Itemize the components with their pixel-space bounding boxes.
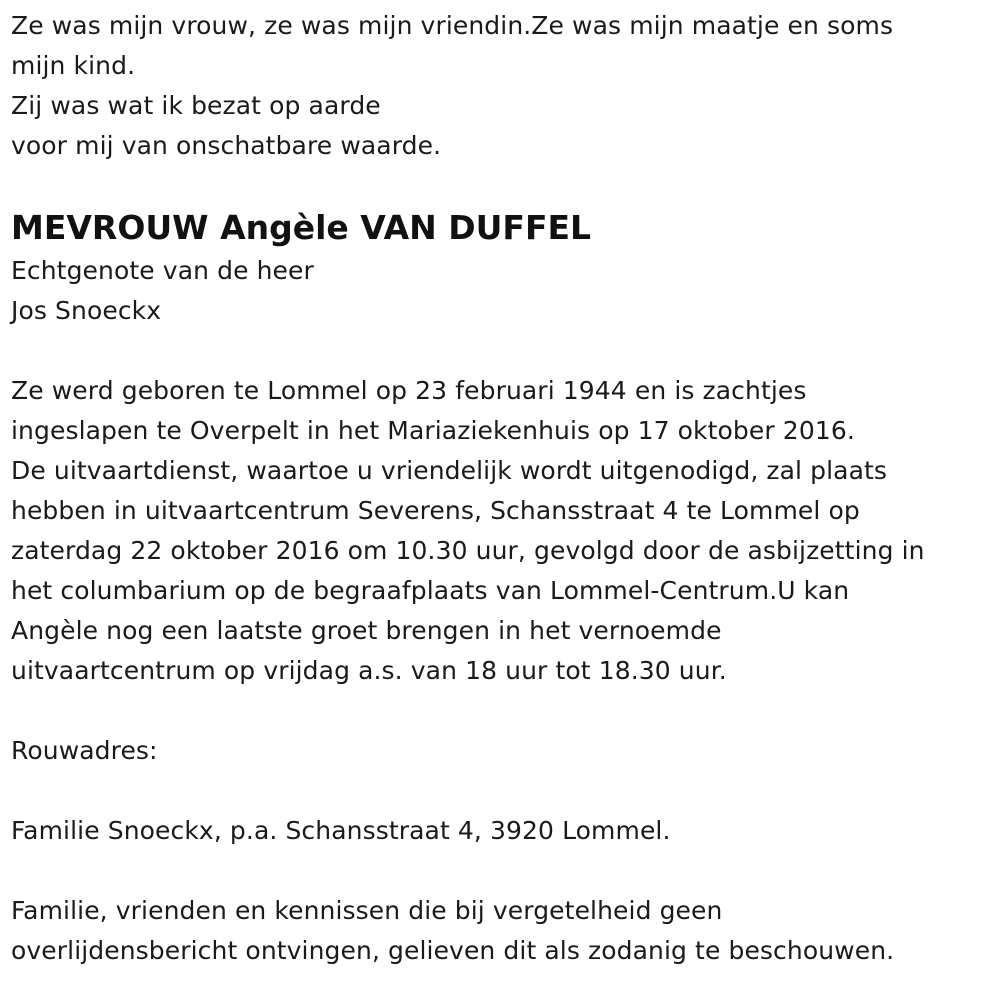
announcement-paragraph: [11, 371, 986, 691]
obituary-notice: [11, 6, 986, 971]
announcement-line: uitvaartcentrum op vrijdag a.s. van 18 uur tot 18.30 uur.: [11, 656, 727, 685]
announcement-line: ingeslapen te Overpelt in het Mariaziekenhuis op 17 oktober 2016.: [11, 416, 855, 445]
poem-line: voor mij van onschatbare waarde.: [11, 131, 442, 160]
announcement-line: Angèle nog een laatste groet brengen in het vernoemde: [11, 616, 722, 645]
announcement-line: Ze werd geboren te Lommel op 23 februari 1944 en is zachtjes: [11, 376, 807, 405]
spouse-info: [11, 251, 986, 331]
spouse-line: Jos Snoeckx: [11, 296, 162, 325]
poem: [11, 6, 986, 166]
announcement-line: De uitvaartdienst, waartoe u vriendelijk wordt uitgenodigd, zal plaats: [11, 456, 888, 485]
announcement-line: zaterdag 22 oktober 2016 om 10.30 uur, gevolgd door de asbijzetting in: [11, 536, 925, 565]
address-label: Rouwadres:: [11, 736, 158, 765]
announcement-line: hebben in uitvaartcentrum Severens, Schansstraat 4 te Lommel op: [11, 496, 860, 525]
closing-paragraph: [11, 891, 986, 971]
announcement-line: het columbarium op de begraafplaats van Lommel-Centrum.U kan: [11, 576, 850, 605]
spacer: [11, 691, 986, 731]
poem-line: Zij was wat ik bezat op aarde: [11, 91, 381, 120]
spacer: [11, 166, 986, 206]
poem-line: Ze was mijn vrouw, ze was mijn vriendin.Ze was mijn maatje en soms: [11, 11, 894, 40]
poem-line: mijn kind.: [11, 51, 136, 80]
spacer: [11, 331, 986, 371]
deceased-name: MEVROUW Angèle VAN DUFFEL: [11, 208, 592, 247]
mourning-address: Familie Snoeckx, p.a. Schansstraat 4, 3920 Lommel.: [11, 816, 671, 845]
closing-line: overlijdensbericht ontvingen, gelieven dit als zodanig te beschouwen.: [11, 936, 895, 965]
spacer: [11, 851, 986, 891]
closing-line: Familie, vrienden en kennissen die bij vergetelheid geen: [11, 896, 723, 925]
spouse-line: Echtgenote van de heer: [11, 256, 314, 285]
spacer: [11, 771, 986, 811]
